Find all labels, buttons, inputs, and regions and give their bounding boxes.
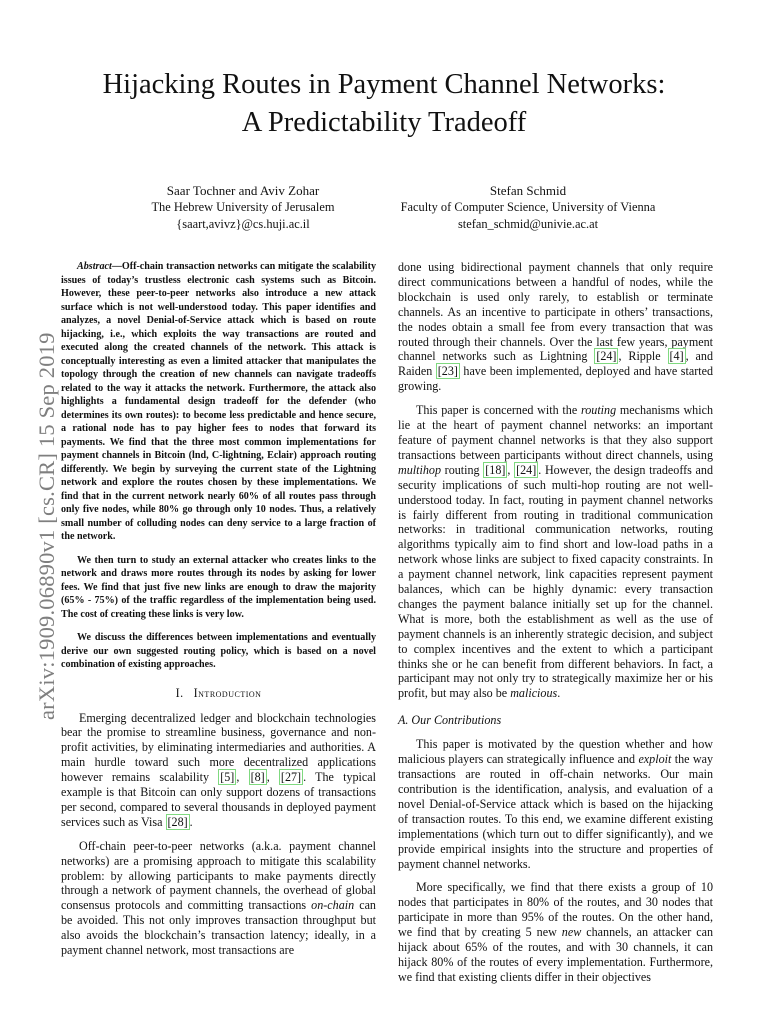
- text-run: , and Raiden: [398, 349, 713, 379]
- right-paragraph-3: [398, 737, 713, 871]
- emphasis: exploit: [638, 752, 672, 767]
- title-line-2: A Predictability Tradeoff: [241, 107, 527, 138]
- emphasis: multihop: [398, 462, 442, 477]
- text-run: channels, an attacker can hijack about 65% of the routes, and with 30 channels, it can hijack 80% of the routes of every implementation. Furthermore, we find that existing clients differ in their objectives: [398, 925, 713, 984]
- text-run: . The typical example is that Bitcoin can only support dozens of transactions per second, compared to several thousands in deployed payment services such as Visa: [61, 770, 376, 829]
- paper-title: [60, 66, 708, 142]
- emphasis: new: [561, 925, 582, 940]
- text-run: This paper is concerned with the: [416, 403, 581, 418]
- emphasis: routing: [580, 403, 617, 418]
- text-run: More specifically, we find that there exists a group of 10 nodes that participates in 80% of the routes, and 30 nodes that participate in more than 95% of the routes. On the other hand, we find that by creating 5 new: [398, 880, 713, 940]
- right-paragraph-4: [398, 880, 713, 984]
- intro-paragraph-1: Emerging decentralized ledger and blockchain technologies bear the promise to streamline business, governance and non-profit activities, by eliminating intermediaries and authorities. A main hurdle toward such more decentralized applications however remains scalability [5] , [8] , [27] . The typical example is that Bitcoin can only support dozens of transactions per second, compared to several thousands in deployed payment services such as Visa [28] .: [61, 710, 376, 829]
- abstract-lead: Abstract: [77, 261, 112, 272]
- text-run: , Ripple: [618, 349, 668, 364]
- abstract-paragraph-3: We discuss the differences between implementations and eventually derive our own suggested routing policy, which is based on a novel combination of existing approaches.: [61, 632, 376, 670]
- author-affiliation: The Hebrew University of Jerusalem: [151, 200, 335, 214]
- arxiv-identifier: arXiv:1909.06890v1 [cs.CR] 15 Sep 2019: [34, 332, 59, 720]
- text-run: mechanisms which lie at the heart of payment channel networks: an important feature of payment channel networks is that they also support transactions between participants without direct channels, using: [398, 403, 714, 462]
- author-email: stefan_schmid@univie.ac.at: [457, 217, 599, 231]
- text-run: This paper is motivated by the question whether and how malicious players can strategically influence and: [398, 737, 713, 767]
- author-affiliation: Faculty of Computer Science, University of Vienna: [400, 200, 656, 214]
- abstract-paragraph-2: We then turn to study an external attacker who creates links to the network and draws more routes through its nodes by asking for lower fees. We find that just five new links are enough to draw the majority (65% - 75%) of the traffic regardless of the implementation being used. The cost of creating these links is very low.: [61, 554, 376, 620]
- text-run: Emerging decentralized ledger and blockchain technologies bear the promise to streamline business, governance and non-profit activities, by eliminating intermediaries and authorities. A main hurdle toward such more decentralized applications however remains scalability: [61, 710, 376, 785]
- section-heading-introduction: [61, 686, 376, 701]
- text-run: done using bidirectional payment channels that only require direct communications between a handful of nodes, while the blockchain is used only rarely, to establish or terminate channels. As an incentive to participate in others’ transactions, the nodes obtain a small fee from every transaction that was routed through their channels. Over the last few years, payment channel networks such as Lightning: [398, 260, 713, 364]
- section-title: Introduction: [193, 685, 262, 700]
- right-paragraph-2: [398, 403, 713, 701]
- text-run: can be avoided. This not only improves transaction throughput but also avoids the blockchain’s transaction latency; ideally, in a payment channel network, most transactions are: [61, 898, 376, 958]
- section-number: I.: [175, 685, 184, 700]
- text-run: .: [557, 686, 561, 701]
- text-run: routing: [441, 462, 484, 477]
- citation-link[interactable]: [8]: [250, 770, 265, 785]
- citation-link[interactable]: [24]: [596, 349, 617, 364]
- abstract-text: Off-chain transaction networks can mitigate the scalability issues of today’s trustless electronic cash systems such as Bitcoin. However, these peer-to-peer networks also introduce a new attack surface which is not well-understood today. This paper identifies and analyzes, a novel Denial-of-Service attack which is based on route hijacking, i.e., which exploits the way transactions are routed and executed along the created channels of the network. This attack is conceptually interesting as even a limited attacker that manipulates the topology through the creation of new channels can navigate tradeoffs related to the way it attacks the network. Furthermore, the attack also highlights a fundamental design tradeoff for the defender (who determines its own routes): to become less predictable and hence secure, a rational node has to pay higher fees to nodes that forward its payments. We find that the three most common implementations for payment channels in Bitcoin (lnd, C-lightning, Eclair) approach routing differently. We begin by surveying the current state of the Lightning network and explore the routes chosen by these implementations. We find that in the current network nearly 60% of all routes pass through only five nodes, while 80% go through only 10 nodes. Thus, a relatively small number of colluding nodes can deny service to a large fraction of the network.: [61, 261, 376, 542]
- title-line-1: Hijacking Routes in Payment Channel Networks:: [102, 69, 666, 100]
- author-block-2: [378, 182, 678, 233]
- author-names: Stefan Schmid: [489, 183, 567, 198]
- text-run: Off-chain peer-to-peer networks (a.k.a. payment channel networks) are a promising approach to mitigate this scalability problem: by allowing participants to make payments directly through a network of payment channels, the overhead of global consensus protocols and committing transactions: [61, 838, 376, 913]
- citation-link[interactable]: [24]: [516, 462, 537, 477]
- text-run: ,: [507, 462, 515, 477]
- right-column: [398, 260, 713, 994]
- left-column: [61, 260, 376, 967]
- citation-link[interactable]: [4]: [669, 349, 684, 364]
- intro-paragraph-2: [61, 839, 376, 958]
- text-run: have been implemented, deployed and have started growing.: [398, 364, 714, 394]
- citation-link[interactable]: [23]: [437, 364, 458, 379]
- text-run: the way transactions are routed in off-chain networks. Our main contribution is the identification, analysis, and evaluation of a novel Denial-of-Service attack which is based on the hijacking of transaction routes. To this end, we examine different existing implementations (which turn out to differ significantly), and we provide empirical insights into the structure and properties of payment channel networks.: [398, 752, 713, 871]
- citation-link[interactable]: [27]: [280, 770, 302, 785]
- right-paragraph-1: [398, 260, 713, 394]
- citation-link[interactable]: [18]: [485, 462, 506, 477]
- emphasis: on-chain: [311, 898, 355, 913]
- subsection-heading-contributions: A. Our Contributions: [398, 713, 502, 728]
- author-email: {saart,avivz}@cs.huji.ac.il: [176, 217, 310, 231]
- citation-link[interactable]: [28]: [167, 814, 188, 829]
- emphasis: malicious: [510, 686, 558, 701]
- citation-link[interactable]: [5]: [220, 770, 235, 785]
- author-block-1: [108, 182, 378, 233]
- author-names: Saar Tochner and Aviv Zohar: [166, 183, 320, 198]
- text-run: . However, the design tradeoffs and security implications of such multi-hop routing are not well-understood today. In fact, routing in payment channel networks is fairly different from routing in traditional communication networks: in traditional communication networks, routing algorithms typically aim to find short and low-load paths in a network whose links are subject to fixed capacity constraints. In a payment channel network, link capacities represent payment balances, which can be highly dynamic: every transaction changes the payment balance initially set up for the channel. What is more, both the establishment as well as the use of payment channels is an inherently strategic decision, and subject to complex incentives and the extent to which a participant thinks she or he can benefit from different behaviors. In fact, a participant may not only try to strategically maximize her or his profit, but may also be: [398, 462, 714, 701]
- abstract-paragraph-1: Abstract—Off-chain transaction networks can mitigate the scalability issues of today’s trustless electronic cash systems such as Bitcoin. However, these peer-to-peer networks also introduce a new attack surface which is not well-understood today. This paper identifies and analyzes, a novel Denial-of-Service attack which is based on route hijacking, i.e., which exploits the way transactions are routed and executed along the created channels of the network. This attack is conceptually interesting as even a limited attacker that manipulates the topology through the creation of new channels can navigate tradeoffs related to the way it attacks the network. Furthermore, the attack also highlights a fundamental design tradeoff for the defender (who determines its own routes): to become less predictable and hence secure, a rational node has to pay higher fees to nodes that forward its payments. We find that the three most common implementations for payment channels in Bitcoin (lnd, C-lightning, Eclair) approach routing differently. We begin by surveying the current state of the Lightning network and explore the routes chosen by these implementations. We find that in the current network nearly 60% of all routes pass through only five nodes, while 80% go through only 10 nodes. Thus, a relatively small number of colluding nodes can deny service to a large fraction of the network.: [61, 261, 376, 542]
